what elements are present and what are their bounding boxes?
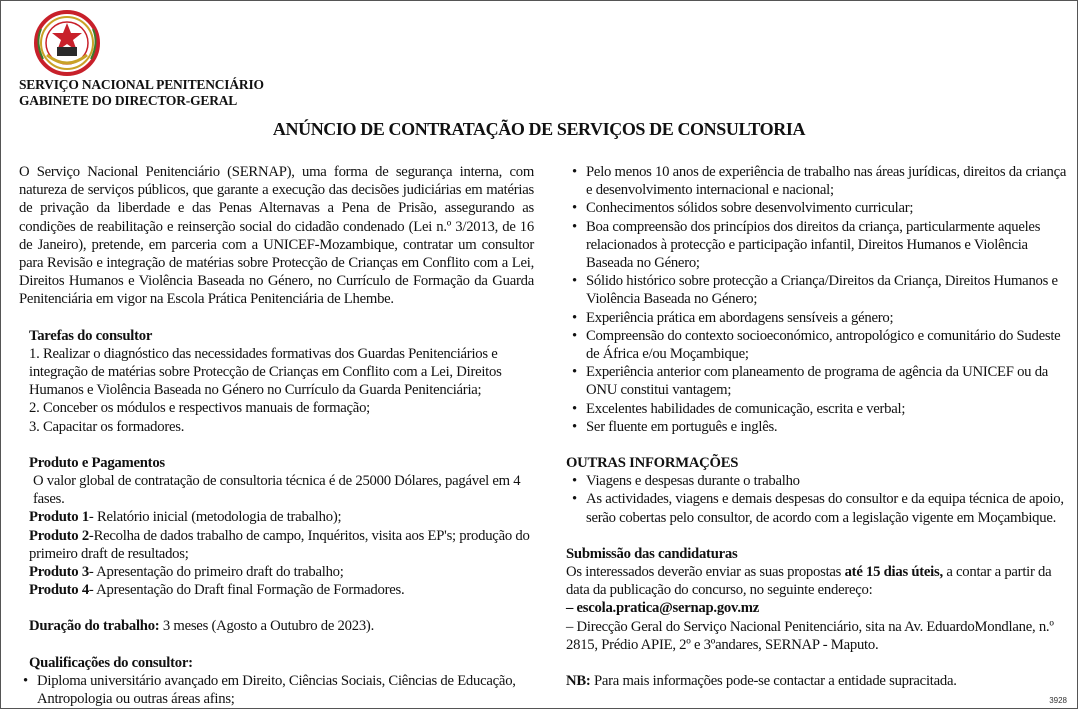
produto-label: Produto 1 [29,509,89,526]
produto-label: Produto 3 [29,564,89,581]
duracao-line [19,617,534,635]
list-item: • Pelo menos 10 anos de experiência de trabalho nas áreas jurídicas, direitos da criança e desenvolvimento internacional e nacional; [566,163,1074,199]
left-column [19,163,534,708]
qualificacoes-heading: Qualificações do consultor: [29,654,193,671]
produto-text: - Relatório inicial (metodologia de trabalho); [88,509,342,526]
tarefas-heading: Tarefas do consultor [29,327,153,344]
list-item: • As actividades, viagens e demais despesas do consultor e da equipa técnica de apoio, serão cobertas pelo consultor, de acordo com a legislação vigente em Moçambique. [566,490,1074,526]
produto-label: Produto 2 [29,527,89,544]
produto-text: - Apresentação do Draft final Formação de Formadores. [88,582,405,599]
produto-heading: Produto e Pagamentos [29,454,165,471]
submissao-address: – Direcção Geral do Serviço Nacional Penitenciário, sita na Av. EduardoMondlane, n.º 2815, Prédio APIE, 2º e 3ºandares, SERNAP - Maputo. [566,618,1054,653]
duracao-label: Duração do trabalho: [29,618,160,635]
list-item: • Diploma universitário avançado em Direito, Ciências Sociais, Ciências de Educação, Antropologia ou outras áreas afins; [19,672,534,708]
produto-item [19,581,534,599]
org-name: SERVIÇO NACIONAL PENITENCIÁRIO [19,77,264,92]
submissao-text [566,563,1074,599]
produto-item [19,527,534,563]
organization-header [19,77,264,109]
nb-label: NB: [566,673,591,690]
submissao-text-a: Os interessados deverão enviar as suas propostas [566,564,845,581]
list-item: • Compreensão do contexto socioeconómico, antropológico e comunitário do Sudeste de África e/ou Moçambique; [566,327,1074,363]
submissao-heading: Submissão das candidaturas [566,545,738,562]
list-item: • Ser fluente em português e inglês. [566,418,1074,436]
produto-label: Produto 4 [29,582,89,599]
submissao-deadline: até 15 dias úteis, [844,564,943,581]
submissao-email: – escola.pratica@sernap.gov.mz [566,600,759,617]
tarefa-item: 2. Conceber os módulos e respectivos manuais de formação; [29,400,371,417]
sernap-emblem-icon [29,9,105,77]
valor-text: O valor global de contratação de consultoria técnica é de 25000 Dólares, pagável em 4 fases. [33,473,521,508]
list-item: • Experiência prática em abordagens sensíveis a género; [566,309,1074,327]
nb-note [566,672,1074,690]
submissao-text-b: a contar a partir da data da publicação do concurso, no seguinte endereço: [566,564,1052,599]
tarefa-item: 1. Realizar o diagnóstico das necessidades formativas dos Guardas Penitenciários e integração de matérias sobre Protecção de Crianças em Conflito com a Lei, Direitos Humanos e Violência Baseada no Género no Currículo da Guarda Penitenciária; [29,345,502,399]
produto-text: - Apresentação do primeiro draft do trabalho; [88,564,344,581]
list-item: • Excelentes habilidades de comunicação, escrita e verbal; [566,400,1074,418]
duracao-text: 3 meses (Agosto a Outubro de 2023). [159,618,374,635]
org-department: GABINETE DO DIRECTOR-GERAL [19,93,238,108]
produto-item [19,563,534,581]
list-item: • Sólido histórico sobre protecção a Criança/Direitos da Criança, Direitos Humanos e Violência Baseada no Género; [566,272,1074,308]
list-item: • Viagens e despesas durante o trabalho [566,472,1074,490]
nb-text: Para mais informações pode-se contactar a entidade supracitada. [590,673,957,690]
right-column [566,163,1074,690]
qualificacoes-list-right [566,163,1074,436]
list-item: • Boa compreensão dos princípios dos direitos da criança, particularmente aqueles relacionados à protecção e participação infantil, Direitos Humanos e Violência Baseada no Género; [566,218,1074,273]
list-item: • Conhecimentos sólidos sobre desenvolvimento curricular; [566,199,1074,217]
outras-heading: OUTRAS INFORMAÇÕES [566,455,739,472]
outras-list [566,472,1074,527]
announcement-title: ANÚNCIO DE CONTRATAÇÃO DE SERVIÇOS DE CONSULTORIA [272,119,806,139]
tarefa-item: 3. Capacitar os formadores. [29,418,185,435]
intro-paragraph: O Serviço Nacional Penitenciário (SERNAP), uma forma de segurança interna, com natureza de serviços públicos, que garante a execução das decisões judiciárias em matérias de privação da liberdade e das Penas Alternavas a Pena de Prisão, assegurando as condições de reabilitação e reinserção social do cidadão condenado (Lei n.º 3/2013, de 16 de Janeiro), pretende, em parceria com a UNICEF-Mozambique, contratar um consultor para Revisão e integração de matérias sobre Protecção de Crianças em Conflito com a Lei, Direitos Humanos e Violência Baseada no Género, no Currículo de Formação da Guarda Penitenciária em vigor na Escola Prática Penitenciária de Lhembe. [19,164,534,308]
list-item: • Experiência anterior com planeamento de programa de agência da UNICEF ou da ONU constitui vantagem; [566,363,1074,399]
produto-text: -Recolha de dados trabalho de campo, Inquéritos, visita aos EP's; produção do primeiro draft de resultados; [29,527,530,562]
qualificacoes-list-left [19,672,534,708]
produto-item [19,508,534,526]
footer-code: 3928 [1049,696,1067,705]
